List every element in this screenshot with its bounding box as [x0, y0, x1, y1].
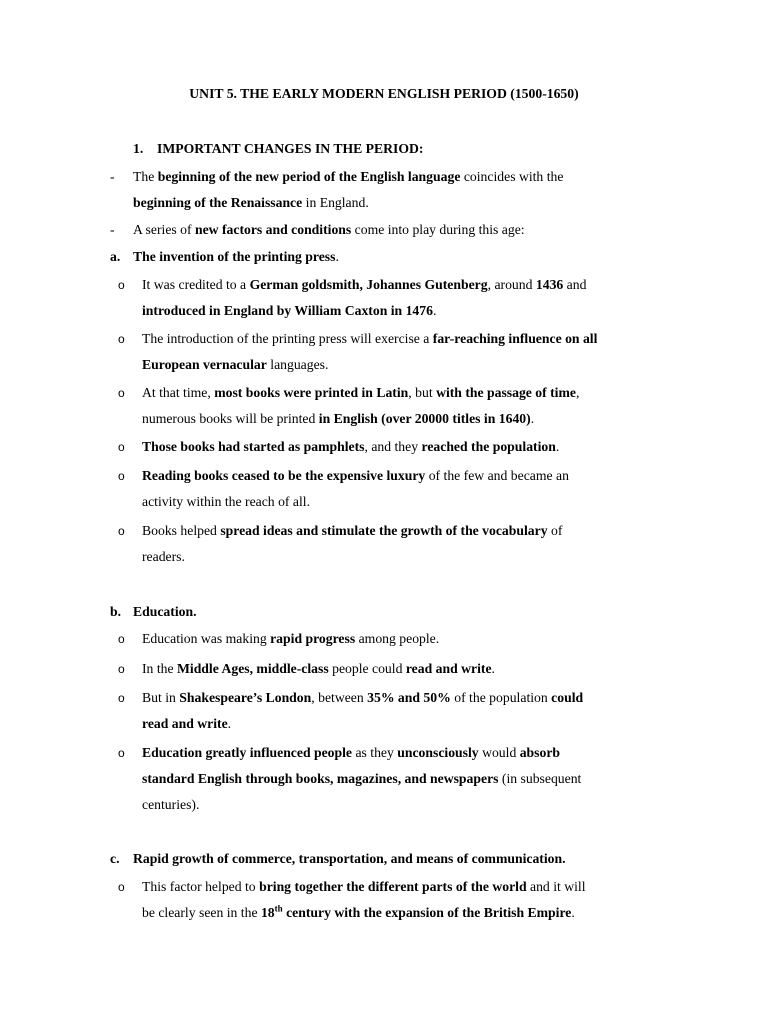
subsection-letter: b.	[110, 604, 122, 619]
bold-text-run: far-reaching influence on all	[432, 331, 598, 346]
text-run: readers.	[142, 549, 185, 564]
text-run: This factor helped to	[142, 879, 260, 894]
subsection-letter: a.	[110, 249, 121, 264]
text-run: In the	[142, 661, 177, 676]
text-run: would	[478, 745, 520, 760]
bullet-marker: o	[118, 278, 125, 292]
text-run: .	[227, 716, 232, 731]
paragraph-text	[133, 164, 670, 216]
bold-text-run: read and write	[142, 716, 228, 731]
bullet-item	[118, 518, 663, 570]
bold-text-run: Middle Ages, middle-class	[176, 661, 329, 676]
bold-text-run: Those books had started as pamphlets	[142, 439, 365, 454]
bold-text-run: most books were printed in Latin	[214, 385, 409, 400]
text-run: centuries).	[142, 797, 200, 812]
bullet-item	[118, 740, 663, 818]
bold-text-run: could	[551, 690, 584, 705]
bold-text-run: 35% and 50%	[367, 690, 451, 705]
bullet-marker: o	[118, 662, 125, 676]
text-run: languages.	[266, 357, 329, 372]
bold-text-run: standard English through books, magazines, and newspapers	[142, 771, 499, 786]
subsection-letter: c.	[110, 851, 120, 866]
bold-text-run: European vernacular	[142, 357, 267, 372]
text-run: But in	[142, 690, 180, 705]
text-run: .	[555, 439, 560, 454]
dash-list-item	[110, 164, 670, 216]
text-run: numerous books will be printed	[142, 411, 319, 426]
bold-text-run: Education greatly influenced people	[142, 745, 353, 760]
bullet-marker: o	[118, 440, 125, 454]
dash-marker: -	[110, 169, 115, 184]
bullet-text	[142, 380, 663, 432]
heading-number: 1.	[133, 141, 144, 156]
text-run: of the few and became an	[425, 468, 569, 483]
text-run: ,	[575, 385, 580, 400]
bullet-text	[142, 272, 663, 324]
text-run: , but	[408, 385, 437, 400]
text-run: among people.	[355, 631, 440, 646]
bold-text-run: Reading books ceased to be the expensive luxury	[142, 468, 426, 483]
text-run: come into play during this age:	[351, 222, 525, 237]
bold-text-run: introduced in England by William Caxton in 1476	[142, 303, 433, 318]
bold-text-run: th	[274, 903, 283, 914]
bullet-text	[142, 518, 663, 570]
heading-label: IMPORTANT CHANGES IN THE PERIOD:	[157, 141, 424, 156]
bullet-marker: o	[118, 524, 125, 538]
page-title: UNIT 5. THE EARLY MODERN ENGLISH PERIOD (1500-1650)	[189, 86, 579, 101]
bullet-text	[142, 626, 663, 652]
text-run: of the population	[450, 690, 552, 705]
bullet-marker: o	[118, 691, 125, 705]
text-run: , between	[311, 690, 368, 705]
bullet-item	[118, 626, 663, 652]
bold-text-run: 18	[260, 905, 275, 920]
text-run: coincides with the	[460, 169, 564, 184]
text-run: activity within the reach of all.	[142, 494, 310, 509]
bullet-item	[118, 463, 663, 515]
bullet-item	[118, 326, 663, 378]
text-run: , around	[487, 277, 536, 292]
text-run: Books helped	[142, 523, 221, 538]
section-heading-1	[133, 141, 423, 157]
bullet-marker: o	[118, 632, 125, 646]
text-run: .	[530, 411, 535, 426]
bullet-item	[118, 380, 663, 432]
text-run: (in subsequent	[498, 771, 582, 786]
subsection-heading-b	[110, 599, 197, 625]
text-run: people could	[328, 661, 406, 676]
bullet-item	[118, 272, 663, 324]
text-run: and it will	[526, 879, 586, 894]
bullet-marker: o	[118, 880, 125, 894]
bold-text-run: century with the expansion of the British Empire	[282, 905, 572, 920]
bold-text-run: rapid progress	[270, 631, 356, 646]
bullet-item	[118, 685, 663, 737]
bullet-marker: o	[118, 746, 125, 760]
bullet-marker: o	[118, 469, 125, 483]
bold-text-run: read and write	[405, 661, 492, 676]
bullet-text	[142, 656, 663, 682]
text-run: be clearly seen in the	[142, 905, 261, 920]
bold-text-run: beginning of the Renaissance	[133, 195, 303, 210]
bold-text-run: in English (over 20000 titles in 1640)	[318, 411, 531, 426]
dash-marker: -	[110, 222, 115, 237]
text-run: At that time,	[142, 385, 215, 400]
subsection-suffix: .	[335, 249, 339, 264]
subsection-heading-c	[110, 846, 566, 872]
text-run: in England.	[302, 195, 369, 210]
text-run: A series of	[133, 222, 195, 237]
bullet-text	[142, 740, 663, 818]
bullet-text	[142, 434, 663, 460]
dash-list-item	[110, 217, 670, 243]
bold-text-run: beginning of the new period of the English language	[157, 169, 461, 184]
bold-text-run: with the passage of time	[436, 385, 576, 400]
text-run: and	[563, 277, 587, 292]
bullet-item	[118, 656, 663, 682]
subsection-label: The invention of the printing press	[133, 249, 336, 264]
bold-text-run: unconsciously	[397, 745, 479, 760]
text-run: , and they	[364, 439, 422, 454]
text-run: of	[547, 523, 563, 538]
bold-text-run: bring together the different parts of the world	[259, 879, 527, 894]
bold-text-run: reached the population	[421, 439, 556, 454]
text-run: The introduction of the printing press will exercise a	[142, 331, 433, 346]
text-run: The	[133, 169, 158, 184]
bullet-text	[142, 326, 663, 378]
bullet-item	[118, 874, 663, 926]
bullet-text	[142, 685, 663, 737]
subsection-heading-a	[110, 244, 339, 270]
bullet-marker: o	[118, 386, 125, 400]
bold-text-run: spread ideas and stimulate the growth of the vocabulary	[220, 523, 548, 538]
bold-text-run: new factors and conditions	[194, 222, 352, 237]
bullet-item	[118, 434, 663, 460]
bold-text-run: German goldsmith, Johannes Gutenberg	[249, 277, 488, 292]
text-run: as they	[352, 745, 398, 760]
bold-text-run: 1436	[535, 277, 564, 292]
subsection-label: Rapid growth of commerce, transportation, and means of communication.	[133, 851, 566, 866]
text-run: .	[491, 661, 495, 676]
text-run: .	[432, 303, 437, 318]
subsection-label: Education.	[133, 604, 197, 619]
text-run: Education was making	[142, 631, 271, 646]
bullet-text	[142, 463, 663, 515]
bold-text-run: Shakespeare’s London	[179, 690, 312, 705]
paragraph-text	[133, 217, 670, 243]
text-run: It was credited to a	[142, 277, 250, 292]
bold-text-run: absorb	[519, 745, 561, 760]
bullet-text	[142, 874, 663, 926]
bullet-marker: o	[118, 332, 125, 346]
text-run: .	[571, 905, 575, 920]
